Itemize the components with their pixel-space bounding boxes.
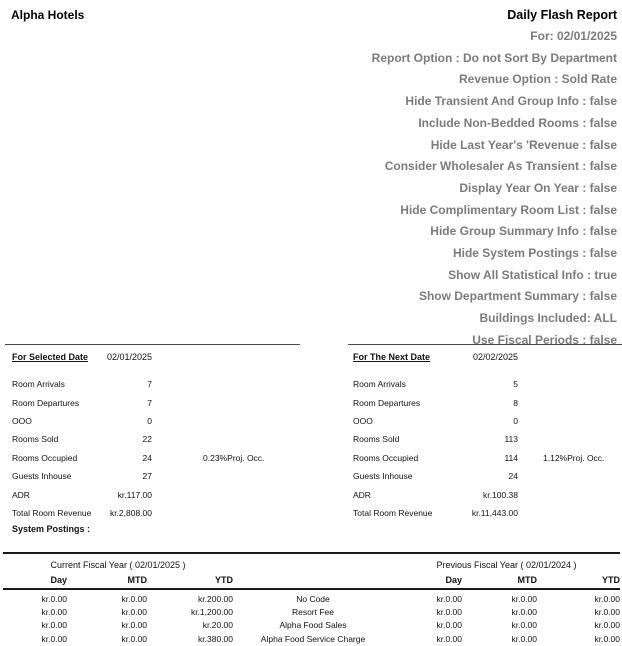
col-header-ytd-current: YTD	[215, 575, 233, 585]
report-for-date: For: 02/01/2025	[530, 29, 617, 43]
system-postings-table	[3, 552, 620, 645]
stat-row-adr: ADR kr.100.38	[353, 489, 518, 500]
posting-code-label: Alpha Food Service Charge	[260, 633, 366, 644]
stat-row-ooo: OOO 0	[12, 415, 152, 426]
report-option-line: Consider Wholesaler As Transient : false	[384, 159, 617, 174]
next-date-table	[348, 344, 622, 522]
previous-fiscal-year-header: Previous Fiscal Year ( 02/01/2024 )	[436, 560, 577, 570]
postings-row-no-code: kr.0.00 kr.0.00 kr.200.00 No Code kr.0.00 kr.0.00 kr.0.00	[41, 593, 620, 604]
selected-date-title: For Selected Date	[12, 352, 89, 362]
col-header-mtd-current: MTD	[127, 575, 147, 585]
stat-row-room-arrivals: Room Arrivals 7	[12, 379, 152, 390]
postings-row-alpha-food-sales: kr.0.00 kr.0.00 kr.20.00 Alpha Food Sales kr.0.00 kr.0.00 kr.0.00	[41, 620, 620, 631]
report-option-line: Display Year On Year : false	[459, 180, 617, 195]
stat-row-rooms-occupied: Rooms Occupied 24 0.23%Proj. Occ.	[12, 452, 265, 463]
report-option-line: Revenue Option : Sold Rate	[458, 72, 617, 87]
stat-row-total-room-revenue: Total Room Revenue kr.11,443.00	[353, 507, 518, 518]
fiscal-year-group-header	[3, 558, 620, 572]
col-header-day-current: Day	[50, 575, 67, 585]
stat-row-rooms-sold: Rooms Sold 22	[12, 434, 152, 445]
next-date-title: For The Next Date	[353, 352, 431, 362]
report-option-line: Hide Group Summary Info : false	[430, 224, 617, 239]
report-option-line: Show All Statistical Info : true	[448, 267, 617, 282]
report-option-line: Show Department Summary : false	[418, 289, 617, 304]
stat-row-room-departures: Room Departures 7	[12, 397, 152, 408]
report-option-line: Report Option : Do not Sort By Department	[371, 50, 617, 65]
col-header-ytd-previous: YTD	[602, 575, 620, 585]
report-option-line: Include Non-Bedded Rooms : false	[418, 115, 617, 130]
system-postings-label: System Postings :	[12, 524, 91, 534]
posting-code-label: Resort Fee	[291, 606, 335, 617]
next-date-value: 02/02/2025	[472, 352, 518, 362]
report-title: Daily Flash Report	[507, 8, 617, 22]
col-header-mtd-previous: MTD	[517, 575, 537, 585]
stat-row-guests-inhouse: Guests Inhouse 27	[12, 471, 152, 482]
stat-row-room-departures: Room Departures 8	[353, 397, 518, 408]
postings-row-resort-fee: kr.0.00 kr.0.00 kr.1,200.00 Resort Fee kr.0.00 kr.0.00 kr.0.00	[41, 606, 620, 617]
stat-row-rooms-occupied: Rooms Occupied 114 1.12%Proj. Occ.	[353, 452, 605, 463]
report-option-line: Buildings Included: ALL	[479, 311, 617, 326]
selected-date-value: 02/01/2025	[106, 352, 152, 362]
selected-date-table	[5, 344, 300, 522]
report-option-line: Hide System Postings : false	[452, 246, 617, 261]
company-name: Alpha Hotels	[11, 8, 85, 22]
report-options-block	[372, 26, 617, 352]
report-option-line: Hide Complimentary Room List : false	[400, 202, 617, 217]
stat-row-total-room-revenue: Total Room Revenue kr.2,808.00	[12, 507, 152, 518]
report-option-line: Use Fiscal Periods : false	[472, 332, 617, 347]
selected-date-header	[12, 352, 300, 365]
stat-row-rooms-sold: Rooms Sold 113	[353, 434, 518, 445]
posting-code-label: No Code	[296, 593, 330, 604]
posting-code-label: Alpha Food Sales	[279, 620, 347, 631]
postings-row-alpha-food-service-charge: kr.0.00 kr.0.00 kr.380.00 Alpha Food Service Charge kr.0.00 kr.0.00 kr.0.00	[41, 633, 620, 644]
stat-row-ooo: OOO 0	[353, 415, 518, 426]
current-fiscal-year-header: Current Fiscal Year ( 02/01/2025 )	[50, 560, 186, 570]
col-header-day-previous: Day	[445, 575, 462, 585]
report-option-line: Hide Transient And Group Info : false	[405, 94, 617, 109]
stat-row-guests-inhouse: Guests Inhouse 24	[353, 471, 518, 482]
next-date-header	[353, 352, 622, 365]
stat-row-room-arrivals: Room Arrivals 5	[353, 379, 518, 390]
postings-column-header-row	[3, 572, 620, 590]
stat-row-adr: ADR kr.117.00	[12, 489, 152, 500]
report-option-line: Hide Last Year's 'Revenue : false	[430, 137, 617, 152]
